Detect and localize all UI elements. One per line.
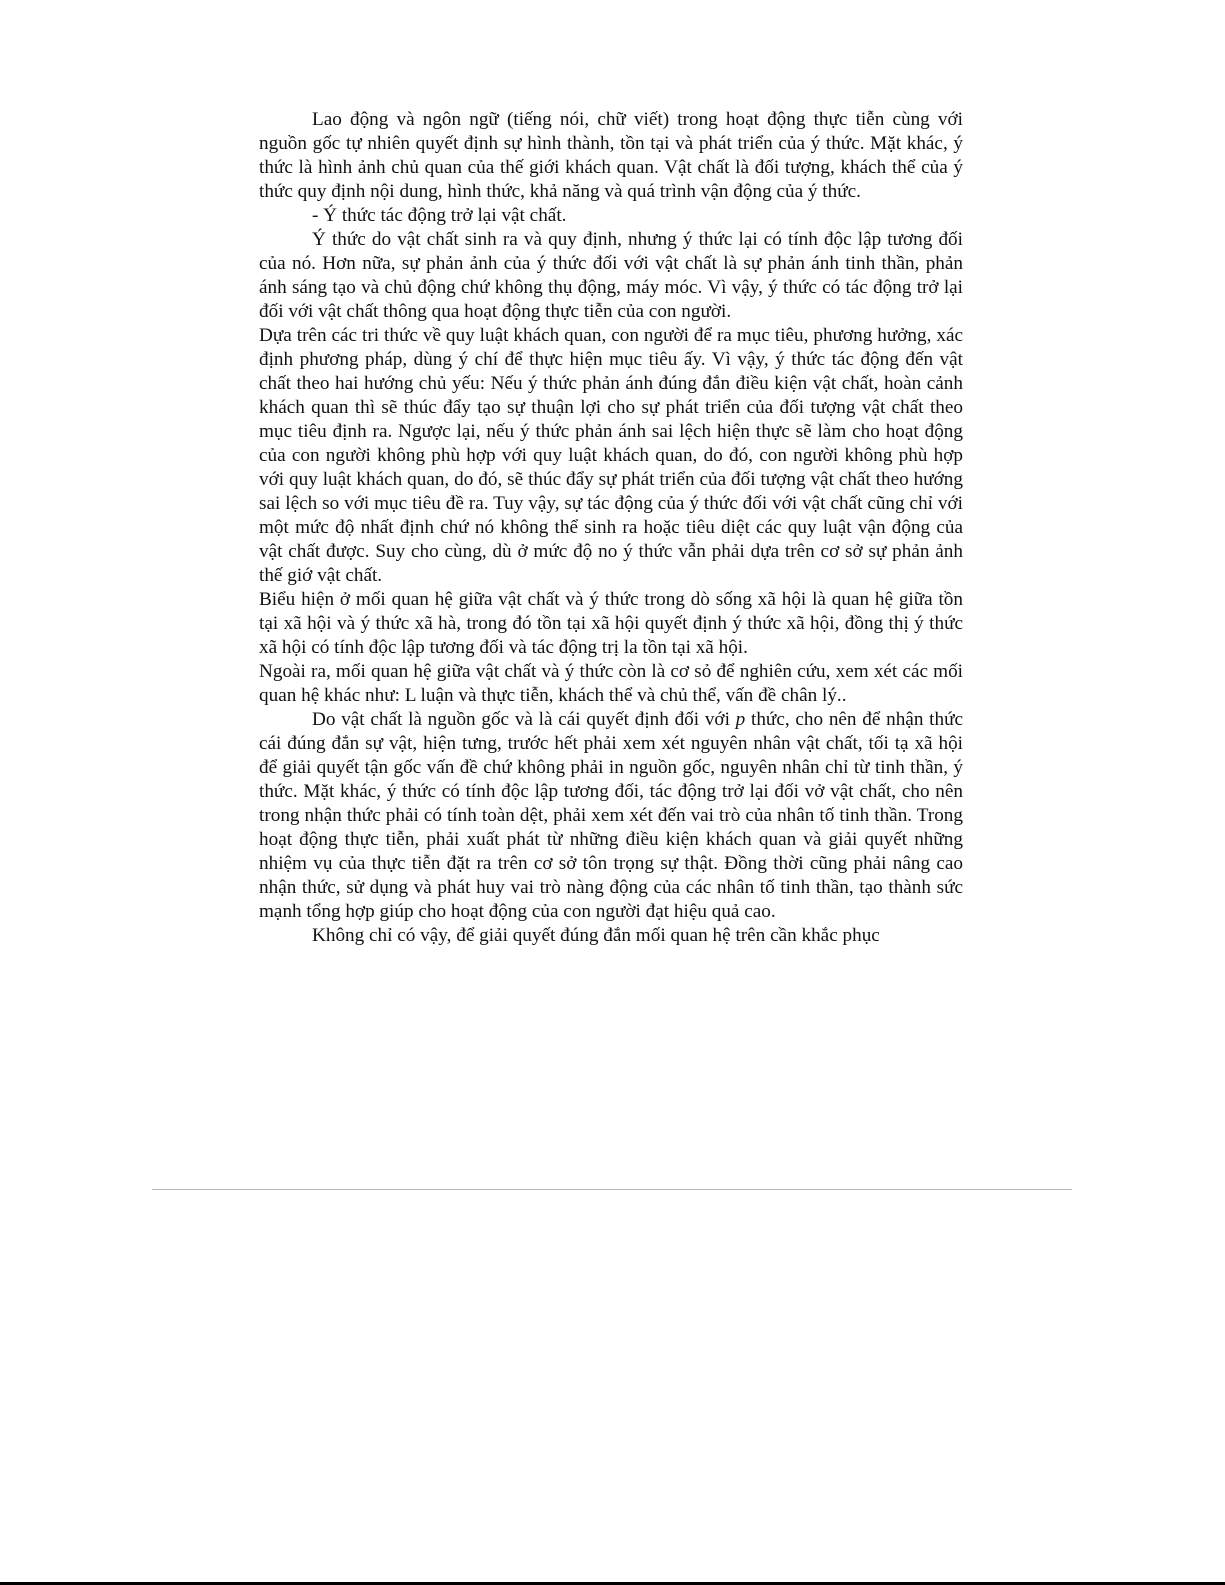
paragraph-2-heading: - Ý thức tác động trở lại vật chất.	[312, 205, 567, 226]
document-body	[259, 108, 963, 948]
paragraph-5: Biểu hiện ở mối quan hệ giữa vật chất và ý thức trong dò sống xã hội là quan hệ giữa tồn tại xã hội và ý thức xã hà, trong đó tồn tại xã hội quyết định ý thức xã hội, đồng thị ý thức xã hội có tính độc lập tương đối và tác động trị la tồn tại xã hội.	[259, 589, 963, 658]
paragraph-7-italic: p	[735, 709, 746, 730]
paragraph-7-part-2: thức, cho nên để nhận thức cái đúng đắn sự vật, hiện tưng, trước hết phải xem xét nguyên nhân vật chất, tối tạ xã hội để giải quyết tận gốc vấn đề chứ không phải in nguồn gốc, nguyên nhân chỉ từ tinh thần, ý thức. Mặt khác, ý thức có tính độc lập tương đối, tác động trở lại đối vở vật chất, cho nên trong nhận thức phải có tính toàn dệt, phải xem xét đến vai trò của nhân tố tinh thần. Trong hoạt động thực tiễn, phải xuất phát từ những điều kiện khách quan và giải quyết những nhiệm vụ của thực tiễn đặt ra trên cơ sở tôn trọng sự thật. Đồng thời cũng phải nâng cao nhận thức, sử dụng và phát huy vai trò nàng động của các nhân tố tinh thần, tạo thành sức mạnh tổng hợp giúp cho hoạt động của con người đạt hiệu quả cao.	[259, 709, 963, 922]
paragraph-4: Dựa trên các tri thức về quy luật khách quan, con người để ra mục tiêu, phương hưởng, xác định phương pháp, dùng ý chí để thực hiện mục tiêu ấy. Vì vậy, ý thức tác động đến vật chất theo hai hướng chủ yếu: Nếu ý thức phản ánh đúng đắn điều kiện vật chất, hoàn cảnh khách quan thì sẽ thúc đẩy tạo sự thuận lợi cho sự phát triển của đối tượng vật chất theo mục tiêu định ra. Ngược lại, nếu ý thức phản ánh sai lệch hiện thực sẽ làm cho hoạt động của con người không phù hợp với quy luật khách quan, do đó, con người không phù hợp với quy luật khách quan, do đó, sẽ thúc đẩy sự phát triển của đối tượng vật chất theo hướng sai lệch so với mục tiêu đề ra. Tuy vậy, sự tác động của ý thức đối với vật chất cũng chỉ với một mức độ nhất định chứ nó không thể sinh ra hoặc tiêu diệt các quy luật vận động của vật chất được. Suy cho cùng, dù ở mức độ no ý thức vẫn phải dựa trên cơ sở sự phản ảnh thế giớ vật chất.	[259, 325, 963, 586]
paragraph-7	[259, 708, 963, 924]
paragraph-3: Ý thức do vật chất sinh ra và quy định, nhưng ý thức lại có tính độc lập tương đối của nó. Hơn nữa, sự phản ảnh của ý thức đối với vật chất là sự phản ánh tinh thần, phản ánh sáng tạo và chủ động chứ không thụ động, máy móc. Vì vậy, ý thức có tác động trở lại đối với vật chất thông qua hoạt động thực tiễn của con người.	[259, 229, 963, 322]
paragraph-8: Không chỉ có vậy, để giải quyết đúng đắn mối quan hệ trên cần khắc phục	[312, 925, 880, 946]
page-divider	[152, 1189, 1072, 1190]
paragraph-1: Lao động và ngôn ngữ (tiếng nói, chữ viết) trong hoạt động thực tiễn cùng với nguồn gốc tự nhiên quyết định sự hình thành, tồn tại và phát triển của ý thức. Mặt khác, ý thức là hình ảnh chủ quan của thế giới khách quan. Vật chất là đối tượng, khách thể của ý thức quy định nội dung, hình thức, khả năng và quá trình vận động của ý thức.	[259, 109, 963, 202]
paragraph-7-part-1: Do vật chất là nguồn gốc và là cái quyết định đối với	[312, 709, 736, 730]
paragraph-6: Ngoài ra, mối quan hệ giữa vật chất và ý thức còn là cơ sỏ để nghiên cứu, xem xét các mối quan hệ khác như: L luận và thực tiễn, khách thể và chủ thể, vấn đề chân lý..	[259, 661, 963, 706]
